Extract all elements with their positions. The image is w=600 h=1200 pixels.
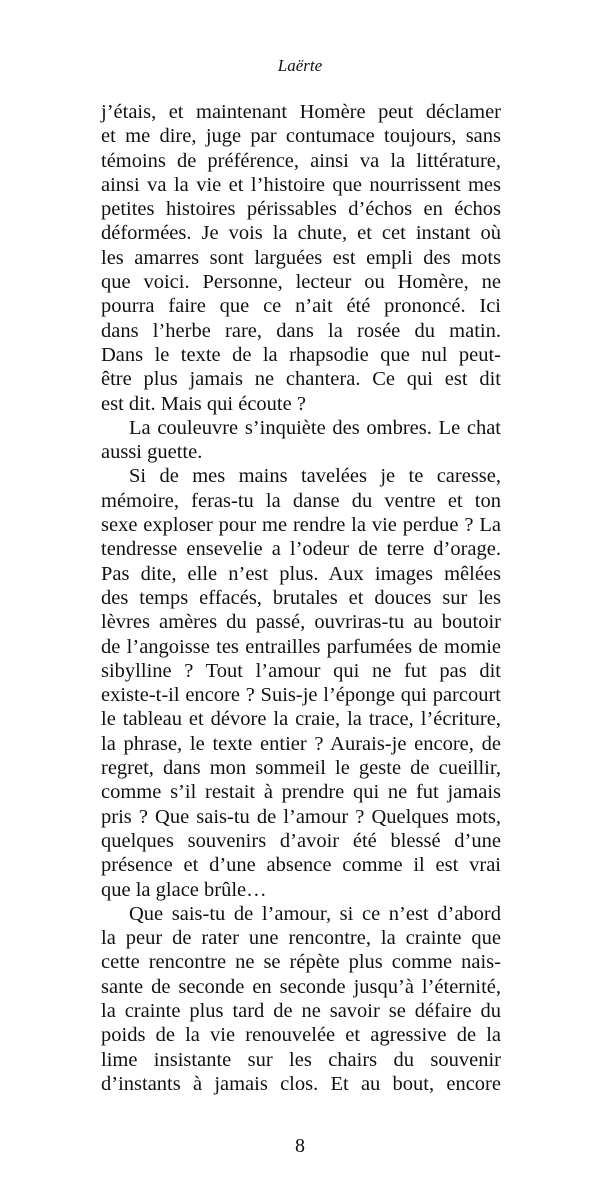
text-line: les amarres sont larguées est empli des mots — [101, 246, 501, 269]
text-line: quelques souvenirs d’avoir été blessé d’une — [101, 829, 501, 852]
paragraph — [101, 464, 501, 901]
text-line: le tableau et dévore la craie, la trace, l’écriture, — [101, 708, 501, 731]
text-line: Dans le texte de la rhapsodie que nul peut- — [101, 343, 501, 366]
body-text — [101, 100, 501, 1096]
text-line: est dit. Mais qui écoute ? — [101, 392, 306, 415]
text-line: la phrase, le texte entier ? Aurais-je encore, de — [101, 732, 501, 755]
text-line: j’étais, et maintenant Homère peut déclamer — [101, 101, 501, 123]
text-line: d’instants à jamais clos. Et au bout, encore — [101, 1072, 501, 1095]
running-head: Laërte — [277, 56, 323, 75]
text-line: La couleuvre s’inquiète des ombres. Le chat — [129, 416, 501, 439]
paragraph — [101, 902, 501, 1096]
text-line: témoins de préférence, ainsi va la littérature, — [101, 149, 501, 172]
text-line: comme s’il restait à prendre qui ne fut jamais — [101, 781, 501, 804]
text-line: pris ? Que sais-tu de l’amour ? Quelques mots, — [101, 805, 501, 828]
text-line: poids de la vie renouvelée et agressive de la — [101, 1024, 501, 1047]
text-line: la peur de rater une rencontre, la crainte que — [101, 927, 501, 950]
text-line: petites histoires périssables d’échos en échos — [101, 198, 501, 221]
page-number: 8 — [295, 1135, 305, 1157]
text-line: dans l’herbe rare, dans la rosée du matin. — [101, 319, 501, 342]
text-line: sibylline ? Tout l’amour qui ne fut pas dit — [101, 659, 501, 682]
text-line: Pas dite, elle n’est plus. Aux images mêlées — [101, 562, 501, 585]
text-line: regret, dans mon sommeil le geste de cueillir, — [101, 757, 501, 780]
text-line: sante de seconde en seconde jusqu’à l’éternité, — [101, 975, 501, 998]
text-line: cette rencontre ne se répète plus comme nais- — [101, 951, 501, 974]
text-line: pourra faire que ce n’ait été prononcé. Ici — [101, 295, 501, 318]
text-line: des temps effacés, brutales et douces sur les — [101, 586, 501, 609]
text-line: Que sais-tu de l’amour, si ce n’est d’abord — [129, 902, 501, 925]
text-line: et me dire, juge par contumace toujours, sans — [101, 125, 501, 148]
text-line: ainsi va la vie et l’histoire que nourrissent mes — [101, 173, 501, 196]
text-line: aussi guette. — [101, 441, 203, 464]
text-line: sexe exploser pour me rendre la vie perdue ? La — [101, 514, 501, 537]
text-line: la crainte plus tard de ne savoir se défaire du — [101, 999, 501, 1022]
text-line: déformées. Je vois la chute, et cet instant où — [101, 222, 501, 245]
paragraph — [101, 416, 501, 465]
text-line: lime insistante sur les chairs du souvenir — [101, 1048, 501, 1071]
text-line: que voici. Personne, lecteur ou Homère, ne — [101, 271, 501, 294]
text-line: de l’angoisse tes entrailles parfumées de momie — [101, 635, 501, 658]
text-line: lèvres amères du passé, ouvriras-tu au boutoir — [101, 611, 501, 634]
text-line: que la glace brûle… — [101, 878, 267, 901]
text-line: existe-t-il encore ? Suis-je l’éponge qui parcourt — [101, 684, 501, 707]
text-line: Si de mes mains tavelées je te caresse, — [129, 465, 501, 488]
paragraph — [101, 100, 501, 416]
text-line: présence et d’une absence comme il est vrai — [101, 854, 501, 877]
text-line: mémoire, feras-tu la danse du ventre et ton — [101, 489, 501, 512]
text-line: tendresse ensevelie a l’odeur de terre d’orage. — [101, 538, 501, 561]
text-line: être plus jamais ne chantera. Ce qui est dit — [101, 368, 501, 391]
